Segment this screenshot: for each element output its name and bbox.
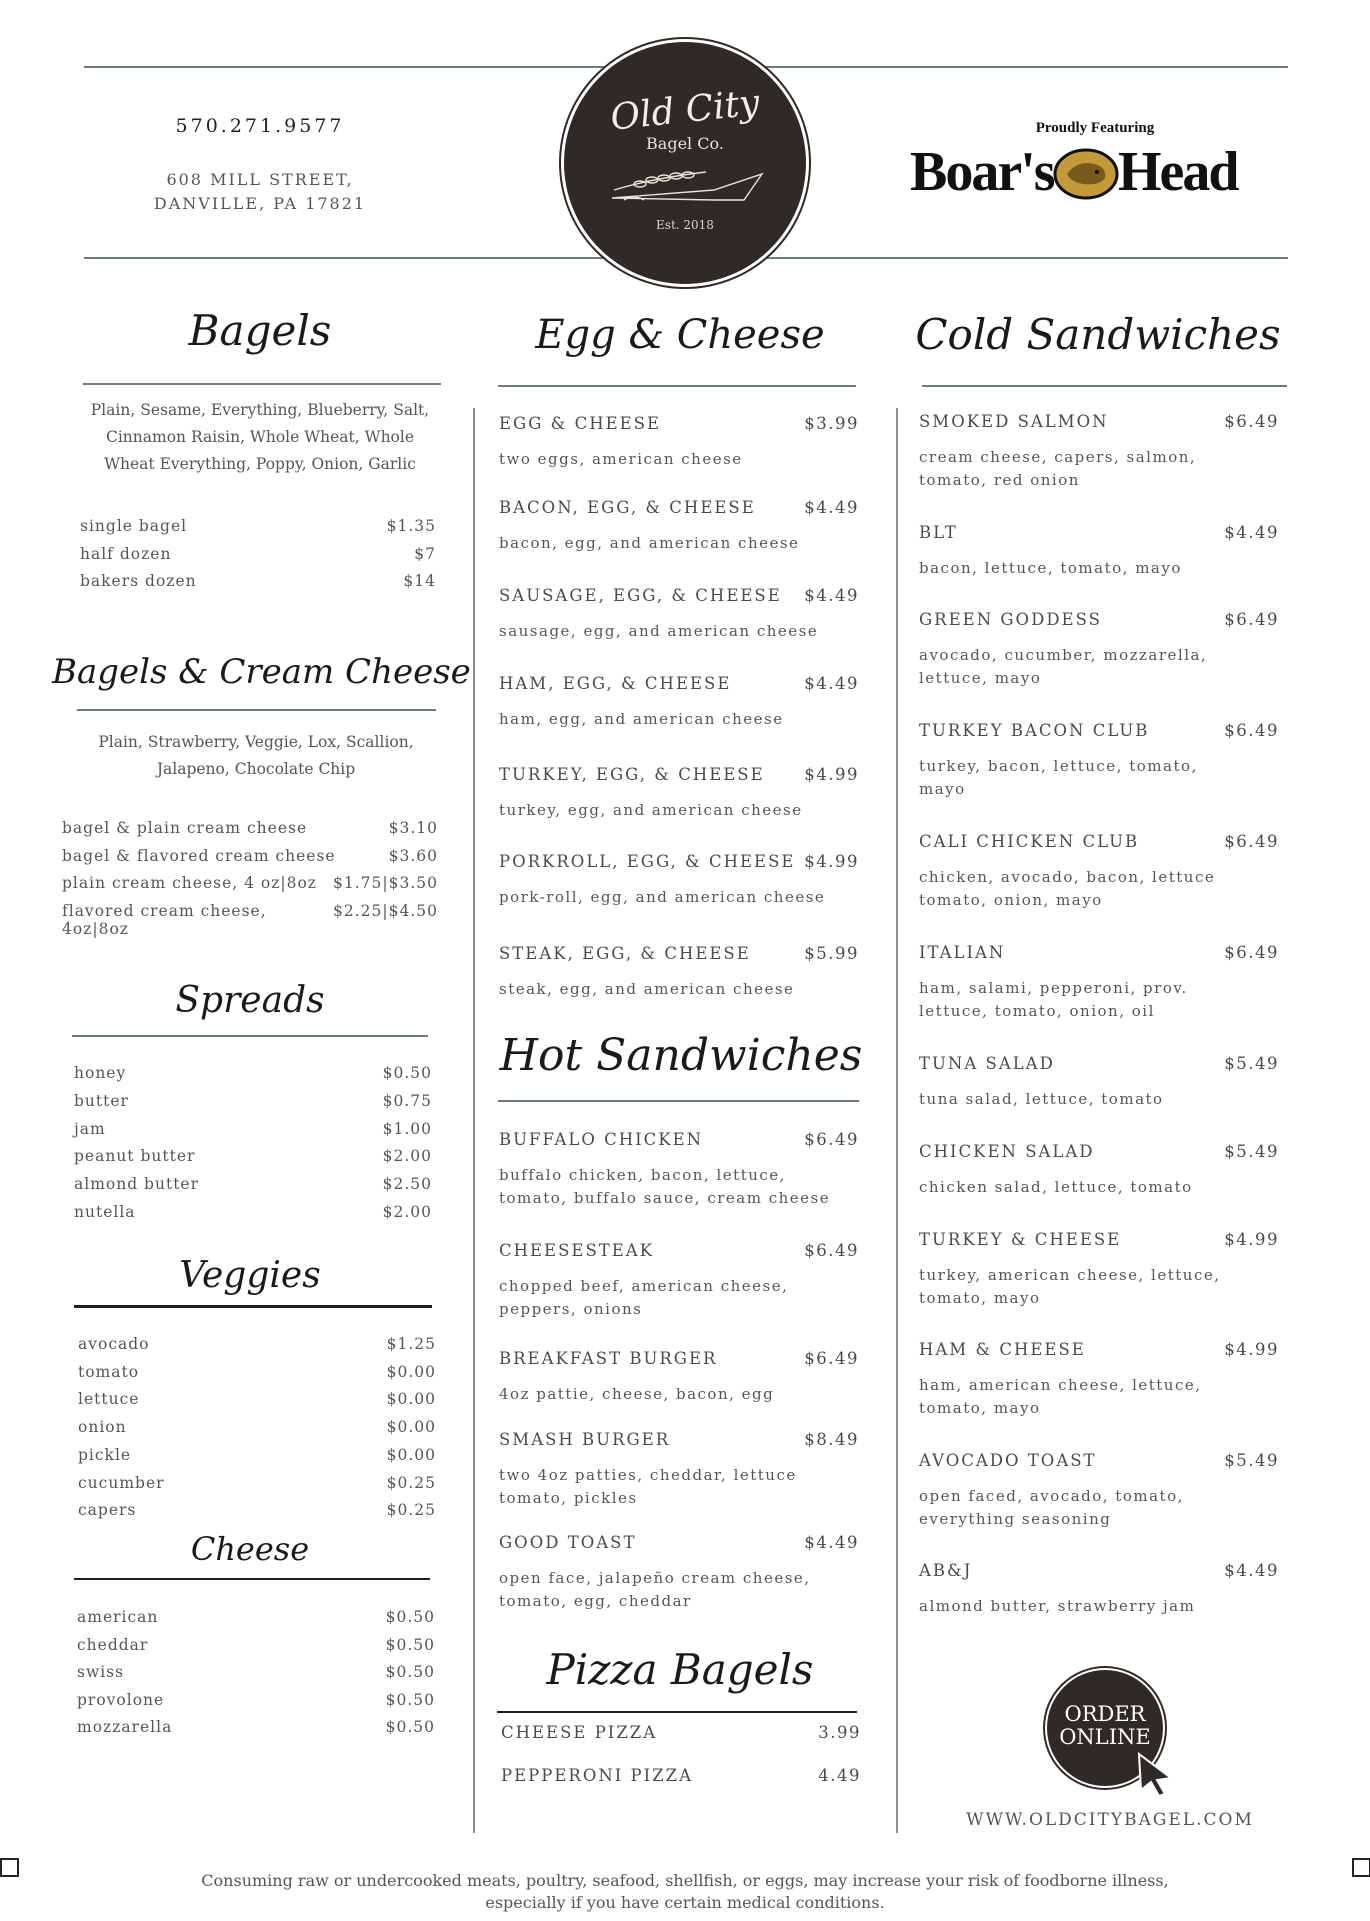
boars-head-brand-right: Head xyxy=(1118,141,1238,203)
item-price: $3.60 xyxy=(388,846,438,865)
menu-item-name: TURKEY BACON CLUB xyxy=(919,721,1150,740)
address xyxy=(130,168,390,216)
item-price: $14 xyxy=(403,572,436,590)
item-price: $0.00 xyxy=(386,1362,436,1381)
proudly-featuring: Proudly Featuring xyxy=(1035,120,1155,136)
menu-item-description: buffalo chicken, bacon, lettuce, tomato, buffalo sauce, cream cheese xyxy=(499,1166,831,1207)
menu-item-description: chopped beef, american cheese, peppers, onions xyxy=(499,1277,789,1318)
order-online-line-2: ONLINE xyxy=(1059,1725,1151,1749)
menu-item-name: HAM & CHEESE xyxy=(919,1340,1086,1359)
cheese-row xyxy=(77,1691,435,1709)
item-name: mozzarella xyxy=(77,1718,173,1736)
logo-name: Old City xyxy=(608,82,762,139)
menu-item-price: 3.99 xyxy=(818,1723,861,1742)
item-name: cucumber xyxy=(78,1473,165,1492)
cheese-rule xyxy=(74,1578,430,1580)
menu-item-description: tuna salad, lettuce, tomato xyxy=(919,1090,1164,1108)
menu-item-price: $6.49 xyxy=(804,1241,859,1260)
menu-item-price: $6.49 xyxy=(804,1349,859,1368)
boars-head-brand-left: Boar's xyxy=(910,141,1054,203)
item-name: pickle xyxy=(78,1445,132,1464)
menu-item-price: $8.49 xyxy=(804,1430,859,1449)
menu-item-name: ITALIAN xyxy=(919,943,1006,962)
item-name: jam xyxy=(74,1119,106,1138)
item-price: $2.00 xyxy=(382,1147,432,1166)
bagels-row xyxy=(80,517,436,535)
menu-item-description: bacon, egg, and american cheese xyxy=(499,534,800,552)
menu-item-price: $4.99 xyxy=(1224,1230,1279,1249)
item-price: $0.00 xyxy=(386,1445,436,1464)
menu-item-price: $6.49 xyxy=(1224,721,1279,740)
phone-number[interactable]: 570.271.9577 xyxy=(175,115,345,137)
item-name: tomato xyxy=(78,1362,140,1381)
cheese-row xyxy=(77,1718,435,1736)
menu-item-price: $6.49 xyxy=(1224,832,1279,851)
menu-item-description: avocado, cucumber, mozzarella, lettuce, mayo xyxy=(919,646,1208,687)
veggies-row xyxy=(78,1390,436,1408)
item-name: flavored cream cheese, 4oz|8oz xyxy=(62,901,267,938)
cream-cheese-title: Bagels & Cream Cheese xyxy=(52,652,471,692)
menu-item-name: STEAK, EGG, & CHEESE xyxy=(499,944,751,963)
item-name: single bagel xyxy=(80,517,188,535)
menu-item-name: TURKEY, EGG, & CHEESE xyxy=(499,765,765,784)
menu-item-price: $4.49 xyxy=(804,498,859,517)
menu-item-price: $4.49 xyxy=(804,586,859,605)
cheese-row xyxy=(77,1636,435,1654)
item-name: bagel & flavored cream cheese xyxy=(62,846,336,865)
menu-item-price: $4.49 xyxy=(804,1533,859,1552)
crop-mark-right xyxy=(1352,1858,1370,1877)
item-name: peanut butter xyxy=(74,1147,196,1166)
menu-item-price: $5.49 xyxy=(1224,1142,1279,1161)
veggies-row xyxy=(78,1474,436,1492)
menu-item-price: $6.49 xyxy=(1224,412,1279,431)
item-price: $3.10 xyxy=(388,819,438,837)
menu-item-price: $5.99 xyxy=(804,944,859,963)
menu-item-name: TURKEY & CHEESE xyxy=(919,1230,1122,1249)
menu-item-name: CHEESESTEAK xyxy=(499,1241,655,1260)
item-price: $2.50 xyxy=(382,1175,432,1194)
menu-item-name: SAUSAGE, EGG, & CHEESE xyxy=(499,586,782,605)
bagels-title: Bagels xyxy=(188,306,332,355)
item-price: $0.50 xyxy=(385,1663,435,1681)
menu-item-price: $5.49 xyxy=(1224,1054,1279,1073)
menu-item-name: AVOCADO TOAST xyxy=(919,1451,1097,1470)
bagels-row xyxy=(80,545,436,563)
item-name: nutella xyxy=(74,1203,136,1221)
menu-item-name: GREEN GODDESS xyxy=(919,610,1102,629)
food-safety-disclaimer xyxy=(130,1870,1240,1914)
item-price: $0.50 xyxy=(382,1064,432,1082)
menu-item-price: $5.49 xyxy=(1224,1451,1279,1470)
cheese-row xyxy=(77,1663,435,1681)
menu-item-price: $6.49 xyxy=(804,1130,859,1149)
menu-item-price: $4.99 xyxy=(804,765,859,784)
item-name: butter xyxy=(74,1091,129,1110)
old-city-logo xyxy=(564,42,806,284)
veggies-row xyxy=(78,1418,436,1436)
menu-item-name: AB&J xyxy=(919,1561,973,1580)
veggies-row xyxy=(78,1335,436,1353)
item-name: bagel & plain cream cheese xyxy=(62,819,308,837)
item-price: $0.25 xyxy=(386,1501,436,1520)
menu-item-description: ham, egg, and american cheese xyxy=(499,710,784,728)
menu-item-price: $4.49 xyxy=(804,674,859,693)
menu-item-description: cream cheese, capers, salmon, tomato, red onion xyxy=(919,448,1197,489)
cursor-arrow-icon xyxy=(1135,1752,1175,1796)
pizza-bagels-rule xyxy=(497,1711,857,1713)
cheese-title: Cheese xyxy=(190,1530,310,1568)
menu-item-description: chicken salad, lettuce, tomato xyxy=(919,1178,1193,1196)
disclaimer-line-2: especially if you have certain medical conditions. xyxy=(485,1893,885,1912)
menu-item-name: SMOKED SALMON xyxy=(919,412,1109,431)
item-name: half dozen xyxy=(80,544,172,563)
menu-item-name: CHEESE PIZZA xyxy=(501,1723,658,1742)
menu-item-price: $4.99 xyxy=(804,852,859,871)
menu-item-description: open face, jalapeño cream cheese, tomato, egg, cheddar xyxy=(499,1569,811,1610)
spreads-row xyxy=(74,1147,432,1165)
address-line-2: DANVILLE, PA 17821 xyxy=(153,194,367,213)
bagels-row xyxy=(80,572,436,590)
boars-head-seal-icon xyxy=(1053,148,1119,200)
menu-item-price: $3.99 xyxy=(804,414,859,433)
cream-cheese-row xyxy=(62,847,438,865)
cream-cheese-flavors: Plain, Strawberry, Veggie, Lox, Scallion, Jalapeno, Chocolate Chip xyxy=(98,733,414,778)
menu-item-name: BLT xyxy=(919,523,958,542)
column-divider-left xyxy=(473,408,475,1833)
pizza-bagels-title: Pizza Bagels xyxy=(546,1645,814,1694)
cream-cheese-row xyxy=(62,874,438,892)
cold-sandwiches-rule xyxy=(922,385,1287,387)
spreads-title: Spreads xyxy=(175,980,325,1021)
item-price: $7 xyxy=(414,544,436,563)
item-name: american xyxy=(77,1608,159,1626)
menu-item-description: two eggs, american cheese xyxy=(499,450,743,468)
veggies-title: Veggies xyxy=(179,1255,321,1296)
egg-cheese-title: Egg & Cheese xyxy=(535,312,825,358)
menu-item-price: $4.49 xyxy=(1224,1561,1279,1580)
item-name: plain cream cheese, 4 oz|8oz xyxy=(62,874,317,892)
item-price: $2.25|$4.50 xyxy=(333,901,438,920)
spreads-row xyxy=(74,1203,432,1221)
menu-item-description: ham, american cheese, lettuce, tomato, mayo xyxy=(919,1376,1202,1417)
order-online-line-1: ORDER xyxy=(1064,1702,1146,1726)
website-link[interactable]: WWW.OLDCITYBAGEL.COM xyxy=(966,1810,1254,1830)
menu-item-description: turkey, bacon, lettuce, tomato, mayo xyxy=(919,757,1198,798)
menu-item-name: BACON, EGG, & CHEESE xyxy=(499,498,756,517)
menu-item-name: PEPPERONI PIZZA xyxy=(501,1766,694,1785)
menu-item-price: $4.49 xyxy=(1224,523,1279,542)
veggies-rule xyxy=(74,1305,432,1308)
column-divider-right xyxy=(896,408,898,1833)
item-name: swiss xyxy=(77,1663,125,1681)
item-price: $0.50 xyxy=(385,1608,435,1626)
spreads-row xyxy=(74,1092,432,1110)
item-name: capers xyxy=(78,1501,137,1520)
menu-item-name: GOOD TOAST xyxy=(499,1533,637,1552)
item-price: $0.50 xyxy=(385,1718,435,1736)
menu-item-price: 4.49 xyxy=(818,1766,861,1785)
menu-item-name: BUFFALO CHICKEN xyxy=(499,1130,704,1149)
logo-established: Est. 2018 xyxy=(656,218,714,232)
menu-item-description: ham, salami, pepperoni, prov. lettuce, tomato, onion, oil xyxy=(919,979,1188,1020)
bagels-rule xyxy=(83,383,441,385)
menu-item-description: turkey, american cheese, lettuce, tomato, mayo xyxy=(919,1266,1221,1307)
menu-item-name: EGG & CHEESE xyxy=(499,414,662,433)
spreads-row xyxy=(74,1120,432,1138)
veggies-row xyxy=(78,1363,436,1381)
menu-item-description: 4oz pattie, cheese, bacon, egg xyxy=(499,1385,775,1403)
item-name: lettuce xyxy=(78,1390,140,1409)
menu-item-description: pork-roll, egg, and american cheese xyxy=(499,888,826,906)
menu-item-description: turkey, egg, and american cheese xyxy=(499,801,803,819)
menu-item-price: $4.99 xyxy=(1224,1340,1279,1359)
menu-item-name: CALI CHICKEN CLUB xyxy=(919,832,1140,851)
crop-mark-left xyxy=(0,1858,19,1877)
item-name: bakers dozen xyxy=(80,572,197,590)
address-line-1: 608 MILL STREET, xyxy=(166,170,354,189)
item-name: cheddar xyxy=(77,1635,149,1654)
menu-item-description: open faced, avocado, tomato, everything seasoning xyxy=(919,1487,1184,1528)
hot-sandwiches-title: Hot Sandwiches xyxy=(499,1030,863,1081)
logo-subtitle: Bagel Co. xyxy=(646,134,724,153)
item-price: $1.25 xyxy=(386,1335,436,1353)
veggies-row xyxy=(78,1446,436,1464)
cheese-row xyxy=(77,1608,435,1626)
spreads-row xyxy=(74,1064,432,1082)
item-price: $0.25 xyxy=(386,1473,436,1492)
item-name: provolone xyxy=(77,1690,165,1709)
menu-item-price: $6.49 xyxy=(1224,610,1279,629)
menu-item-description: bacon, lettuce, tomato, mayo xyxy=(919,559,1182,577)
item-price: $2.00 xyxy=(382,1203,432,1221)
menu-item-description: almond butter, strawberry jam xyxy=(919,1597,1196,1615)
item-price: $0.00 xyxy=(386,1390,436,1409)
cold-sandwiches-title: Cold Sandwiches xyxy=(915,310,1281,359)
item-price: $0.50 xyxy=(385,1635,435,1654)
menu-item-description: steak, egg, and american cheese xyxy=(499,980,795,998)
menu-item-name: TUNA SALAD xyxy=(919,1054,1055,1073)
veggies-row xyxy=(78,1501,436,1519)
menu-item-name: PORKROLL, EGG, & CHEESE xyxy=(499,852,796,871)
item-name: almond butter xyxy=(74,1175,200,1194)
menu-item-name: HAM, EGG, & CHEESE xyxy=(499,674,732,693)
knife-wheat-icon xyxy=(594,160,776,216)
item-price: $1.00 xyxy=(382,1119,432,1138)
item-name: honey xyxy=(74,1064,127,1082)
item-price: $0.75 xyxy=(382,1091,432,1110)
menu-item-description: sausage, egg, and american cheese xyxy=(499,622,819,640)
item-price: $1.75|$3.50 xyxy=(333,874,438,892)
item-name: avocado xyxy=(78,1335,150,1353)
hot-sandwiches-rule xyxy=(498,1100,859,1102)
item-price: $1.35 xyxy=(386,517,436,535)
egg-cheese-rule xyxy=(498,385,856,387)
menu-item-description: two 4oz patties, cheddar, lettuce tomato, pickles xyxy=(499,1466,797,1507)
menu-item-name: CHICKEN SALAD xyxy=(919,1142,1095,1161)
item-price: $0.50 xyxy=(385,1690,435,1709)
item-price: $0.00 xyxy=(386,1418,436,1437)
spreads-row xyxy=(74,1175,432,1193)
bagels-flavors: Plain, Sesame, Everything, Blueberry, Salt, Cinnamon Raisin, Whole Wheat, Whole Wheat Everything, Poppy, Onion, Garlic xyxy=(90,401,430,473)
spreads-rule xyxy=(72,1035,428,1037)
menu-item-description: chicken, avocado, bacon, lettuce tomato, onion, mayo xyxy=(919,868,1216,909)
item-name: onion xyxy=(78,1418,127,1437)
cream-cheese-rule xyxy=(77,709,436,711)
menu-item-price: $6.49 xyxy=(1224,943,1279,962)
cream-cheese-row xyxy=(62,902,438,938)
cream-cheese-row xyxy=(62,819,438,837)
menu-item-name: BREAKFAST BURGER xyxy=(499,1349,718,1368)
disclaimer-line-1: Consuming raw or undercooked meats, poultry, seafood, shellfish, or eggs, may increase your risk of foodborne illness, xyxy=(201,1871,1169,1890)
menu-item-name: SMASH BURGER xyxy=(499,1430,671,1449)
